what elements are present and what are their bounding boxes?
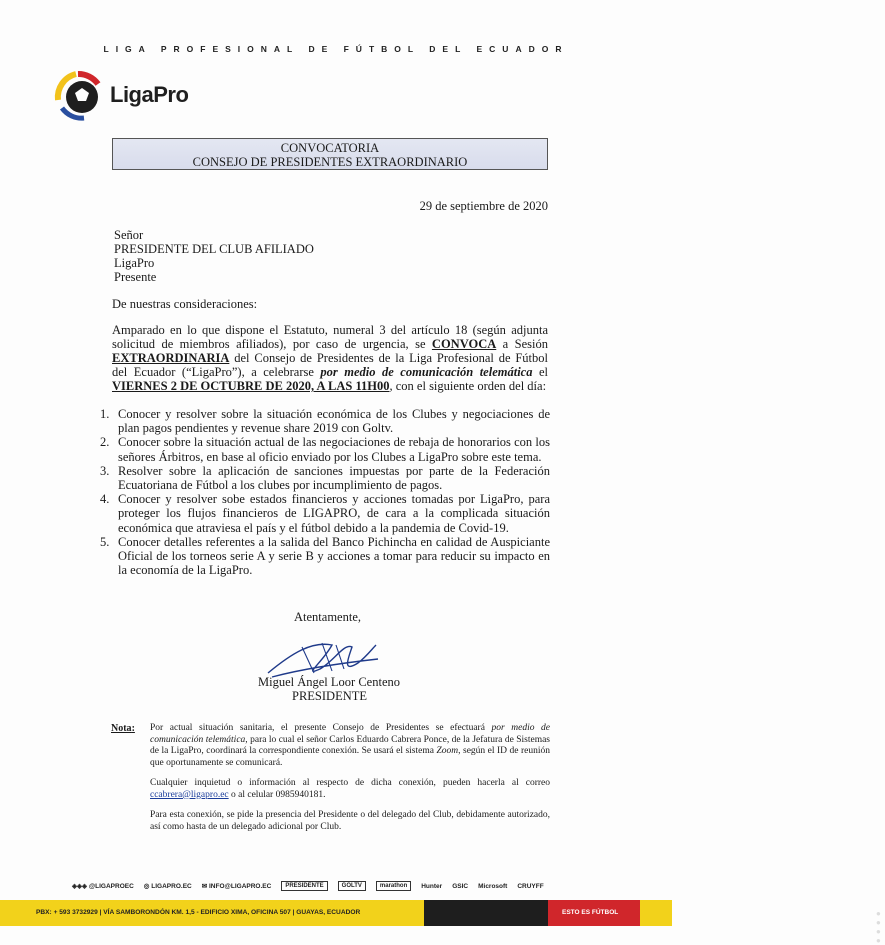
sponsor-logo: Microsoft (478, 882, 508, 890)
signer-role: PRESIDENTE (292, 689, 367, 703)
convoca-emphasis: CONVOCA (431, 337, 497, 351)
closing: Atentamente, (294, 610, 361, 624)
website: ◎ LIGAPRO.EC (143, 883, 192, 890)
ligapro-logo (54, 70, 224, 120)
addressee-block (114, 228, 314, 284)
body-paragraph: Amparado en lo que dispone el Estatuto, numeral 3 del artículo 18 (según adjunta solicitud de miembros afiliados), por caso de urgencia, se CONVOCA a Sesión EXTRAORDINARIA del Consejo de Presidentes de la Liga Profesional de Fútbol del Ecuador (“LigaPro”), a celebrarse por medio de comunicación telemática el VIERNES 2 DE OCTUBRE DE 2020, A LAS 11H00, con el siguiente orden del día: (112, 323, 548, 393)
addressee-line: LigaPro (114, 256, 155, 270)
sponsor-logo: GSIC (452, 882, 469, 890)
contact-email-link[interactable]: ccabrera@ligapro.ec (150, 789, 229, 800)
sponsor-logo: CRUYFF (517, 882, 544, 890)
meeting-datetime: VIERNES 2 DE OCTUBRE DE 2020, A LAS 11H00 (112, 379, 390, 393)
agenda-item: 1. Conocer y resolver sobre la situación económica de los Clubes y negociaciones de plan pagos pendientes y revenue share 2019 con Goltv. (100, 407, 550, 436)
extraordinaria-emphasis: EXTRAORDINARIA (112, 351, 230, 365)
title-box (112, 138, 548, 170)
footer-bar (0, 900, 885, 945)
document-date: 29 de septiembre de 2020 (419, 199, 548, 213)
note-paragraph: Por actual situación sanitaria, el presente Consejo de Presidentes se efectuará por medio de comunicación telemática, para lo cual el señor Carlos Eduardo Cabrera Ponce, de la Jefatura de Sistemas de la LigaPro, coordinará la correspondiente conexión. Se usará el sistema Zoom, según el ID de reunión que oportunamente se comunicará. (150, 723, 551, 768)
note-paragraph: Para esta conexión, se pide la presencia del Presidente o del delegado del Club, debidamente autorizado, así como hasta de un delegado adicional por Club. (150, 810, 550, 832)
signer-name: Miguel Ángel Loor Centeno (258, 675, 400, 689)
league-header: LIGA PROFESIONAL DE FÚTBOL DEL ECUADOR (103, 44, 569, 54)
footer-slogan: ESTO ES FÚTBOL (562, 909, 619, 916)
ball-logo-icon (54, 70, 110, 120)
logo-text: LigaPro (110, 82, 189, 107)
social-handle: ◈◈◈ @LIGAPROEC (72, 883, 134, 890)
addressee-line: PRESIDENTE DEL CLUB AFILIADO (114, 242, 314, 256)
agenda-item: 5. Conocer detalles referentes a la salida del Banco Pichincha en calidad de Auspiciante Oficial de los torneos serie A y serie B y acciones a tomar para reducir su impacto en la economía de la LigaPro. (100, 534, 550, 578)
club-badges-icon: ● ● ● ● (876, 909, 885, 945)
social-sponsor-row (72, 878, 612, 894)
title-line-1: CONVOCATORIA (280, 141, 380, 155)
email: ✉ INFO@LIGAPRO.EC (201, 883, 272, 890)
footer-address: PBX: + 593 3732929 | VÍA SAMBORONDÓN KM. 1,5 - EDIFICIO XIMA, OFICINA 507 | GUAYAS, ECUADOR (36, 909, 361, 916)
telematic-emphasis: por medio de comunicación telemática (320, 365, 533, 379)
title-line-2: CONSEJO DE PRESIDENTES EXTRAORDINARIO (192, 155, 468, 169)
note-block (150, 723, 550, 842)
agenda-list (100, 407, 550, 577)
footer-slogan-panel (548, 900, 640, 926)
agenda-item: 2. Conocer sobre la situación actual de las negociaciones de rebaja de honorarios con los señores Árbitros, en base al oficio enviado por los Clubes a LigaPro sobre este tema. (100, 435, 550, 464)
greeting: De nuestras consideraciones: (112, 297, 258, 311)
note-paragraph: Cualquier inquietud o información al respecto de dicha conexión, pueden hacerla al correo ccabrera@ligapro.ec o al celular 0985940181. (150, 778, 550, 800)
sponsor-logo: Hunter (421, 882, 443, 890)
note-label: Nota: (111, 723, 135, 734)
addressee-line: Presente (114, 270, 157, 284)
agenda-item: 3. Resolver sobre la aplicación de sanciones impuestas por parte de la Federación Ecuatoriana de Fútbol a los clubes por incumplimiento de pagos. (100, 463, 550, 493)
agenda-item: 4. Conocer y resolver sobe estados financieros y acciones tomadas por LigaPro, para proteger los flujos financieros de LIGAPRO, de cara a la complicada situación económica que atraviesa el país y el fútbol debido a la pandemia de Covid-19. (100, 492, 550, 535)
sponsor-logo: GOLTV (338, 881, 366, 891)
addressee-line: Señor (114, 228, 144, 242)
sponsor-logo: PRESIDENTE (281, 881, 327, 891)
sponsor-logo: marathon (376, 881, 411, 891)
